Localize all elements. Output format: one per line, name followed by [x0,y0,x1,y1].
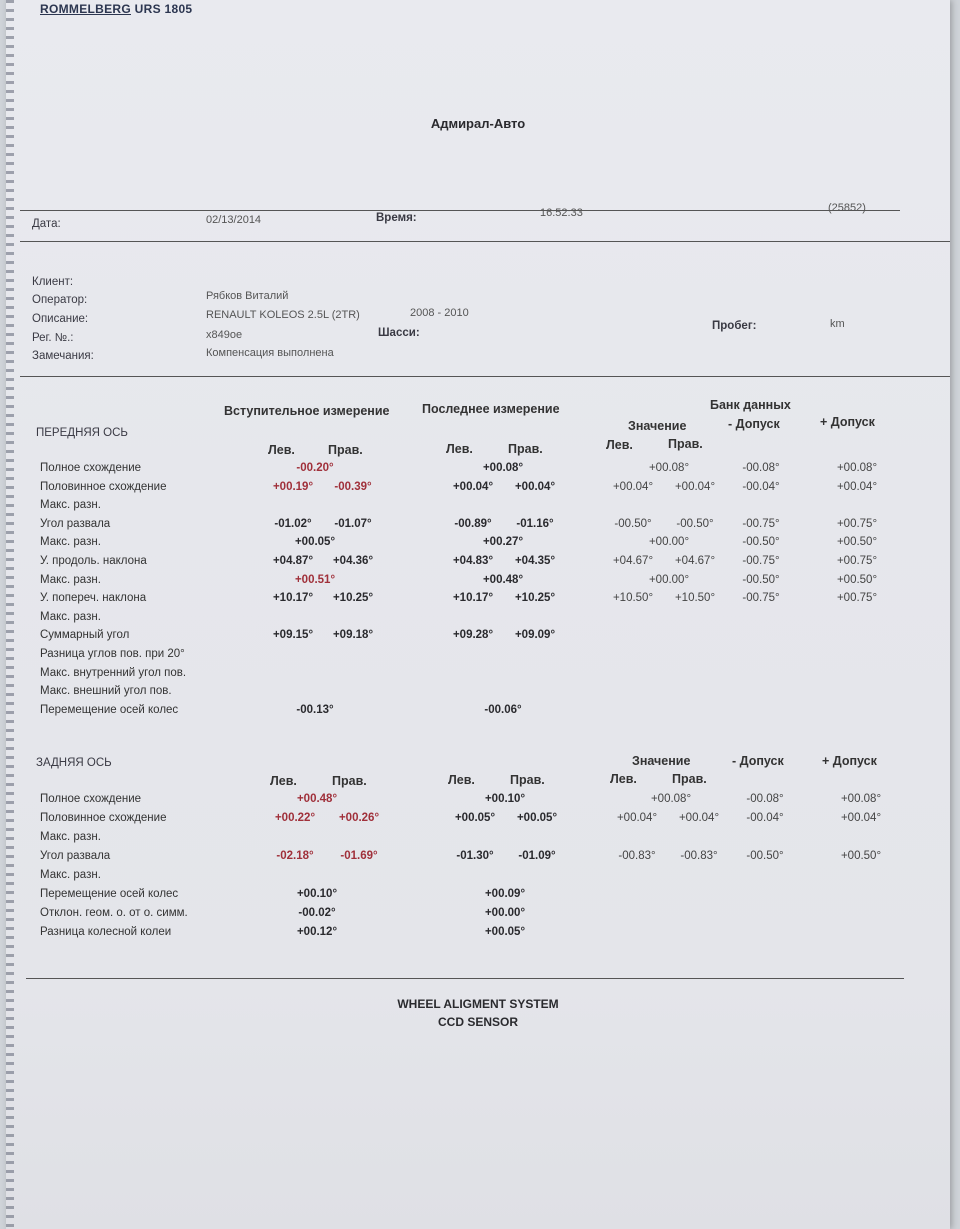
bank-value: +00.00° [648,536,690,549]
bank-value: +00.08° [648,462,690,474]
last-left-value: +04.83° [452,555,494,567]
report-code: (25852) [828,202,866,214]
row-label: У. попереч. наклона [40,592,147,605]
logo [40,2,192,16]
initial-right-value: +09.18° [332,629,374,642]
last-value: +00.08° [482,462,524,474]
printout-page [6,0,950,1229]
last-left-value: -00.89° [454,517,492,530]
divider [26,978,904,979]
minus-tolerance-value: -00.04° [742,480,780,493]
rear-last-right-header: Прав. [510,773,545,787]
bank-right-value: +04.67° [674,555,716,567]
minus-tolerance-value: -00.75° [742,517,780,530]
initial-value: -00.13° [296,703,334,716]
initial-value: -00.20° [296,462,334,474]
bank-value: +00.08° [650,793,692,805]
bank-left-value: +00.04° [612,480,654,493]
bank-right-value: -00.50° [676,517,714,530]
reg-label: Рег. №.: [32,332,74,344]
last-value: -00.06° [484,703,522,716]
mileage-label: Пробег: [712,320,757,332]
bank-right-value: -00.83° [680,850,718,862]
rear-bank-left-header: Лев. [610,772,637,786]
initial-left-value: -02.18° [276,850,314,862]
rear-init-right-header: Прав. [332,774,367,788]
last-left-header: Лев. [446,442,473,456]
last-left-value: +00.05° [454,812,496,824]
company-title: Адмирал-Авто [430,116,526,131]
row-label: Макс. разн. [40,831,101,843]
bank-left-value: +10.50° [612,592,654,605]
rear-bank-right-header: Прав. [672,772,707,786]
init-right-header: Прав. [328,443,363,457]
row-label: Угол развала [40,517,111,530]
plus-tolerance-value: +00.08° [836,462,878,474]
last-right-header: Прав. [508,442,543,456]
row-label: Перемещение осей колес [40,703,179,716]
footer-line-2: CCD SENSOR [437,1015,518,1029]
row-label: Отклон. геом. о. от о. симм. [40,907,188,919]
row-label: У. продоль. наклона [40,555,147,567]
rear-plus-tolerance-header: + Допуск [822,754,877,768]
minus-tolerance-value: -00.50° [746,850,784,862]
plus-tolerance-header: + Допуск [820,415,875,429]
model-years: 2008 - 2010 [410,307,469,319]
minus-tolerance-header: - Допуск [728,417,780,431]
operator-value: Рябков Виталий [206,290,289,302]
initial-left-value: +09.15° [272,629,314,642]
initial-measure-header: Вступительное измерение [224,404,390,418]
rear-minus-tolerance-header: - Допуск [732,754,784,768]
rear-value-header: Значение [632,754,691,768]
plus-tolerance-value: +00.75° [836,592,878,605]
perforation-edge [6,0,14,1229]
minus-tolerance-value: -00.75° [742,555,780,567]
last-right-value: +09.09° [514,629,556,642]
plus-tolerance-value: +00.50° [840,850,882,862]
logo-model: URS 1805 [134,2,193,16]
last-left-value: +10.17° [452,592,494,605]
notes-value: Компенсация выполнена [206,347,334,359]
minus-tolerance-value: -00.50° [742,573,780,586]
initial-value: +00.10° [296,888,338,900]
initial-right-value: -00.39° [334,480,372,493]
bank-right-value: +10.50° [674,592,716,605]
rear-axle-title: ЗАДНЯЯ ОСЬ [36,757,112,769]
logo-brand: ROMMELBERG [40,2,131,16]
bank-left-header: Лев. [606,438,633,452]
row-label: Макс. разн. [40,499,101,512]
description-label: Описание: [32,313,89,325]
chassis-label: Шасси: [378,327,420,339]
time-value: 16:52:33 [540,207,583,219]
bank-left-value: -00.50° [614,517,652,530]
initial-left-value: +00.19° [272,480,314,493]
last-left-value: -01.30° [456,850,494,862]
row-label: Разница колесной колеи [40,926,172,938]
row-label: Макс. внешний угол пов. [40,685,172,698]
row-label: Макс. разн. [40,869,101,881]
plus-tolerance-value: +00.04° [836,480,878,493]
bank-right-header: Прав. [668,437,703,451]
initial-left-value: -01.02° [274,517,312,530]
plus-tolerance-value: +00.50° [836,573,878,586]
minus-tolerance-value: -00.08° [746,793,784,805]
initial-right-value: -01.69° [340,850,378,862]
bank-left-value: +00.04° [616,812,658,824]
initial-value: +00.48° [296,793,338,805]
date-value: 02/13/2014 [206,214,262,226]
plus-tolerance-value: +00.08° [840,793,882,805]
minus-tolerance-value: -00.04° [746,812,784,824]
last-right-value: +10.25° [514,592,556,605]
plus-tolerance-value: +00.75° [836,517,878,530]
row-label: Макс. разн. [40,573,101,586]
row-label: Половинное схождение [40,812,167,824]
initial-right-value: -01.07° [334,517,372,530]
front-axle-title: ПЕРЕДНЯЯ ОСЬ [36,427,128,439]
last-right-value: +04.35° [514,555,556,567]
row-label: Макс. разн. [40,610,101,623]
divider [20,376,950,377]
bank-right-value: +00.04° [678,812,720,824]
plus-tolerance-value: +00.50° [836,536,878,549]
minus-tolerance-value: -00.75° [742,592,780,605]
plus-tolerance-value: +00.04° [840,812,882,824]
time-label: Время: [376,212,417,224]
bank-left-value: +04.67° [612,555,654,567]
last-right-value: -01.16° [516,517,554,530]
row-label: Макс. разн. [40,536,101,549]
last-value: +00.05° [484,926,526,938]
row-label: Полное схождение [40,793,142,805]
last-right-value: +00.04° [514,480,556,493]
last-value: +00.27° [482,536,524,549]
reg-value: x849oe [206,329,243,341]
row-label: Разница углов пов. при 20° [40,648,185,660]
mileage-unit: km [830,318,845,330]
last-value: +00.09° [484,888,526,900]
last-value: +00.48° [482,573,524,586]
notes-label: Замечания: [32,350,94,362]
initial-value: +00.05° [294,536,336,549]
date-label: Дата: [32,218,61,230]
description-value: RENAULT KOLEOS 2.5L (2TR) [206,309,360,321]
databank-header: Банк данных [710,398,791,412]
last-right-value: +00.05° [516,812,558,824]
operator-label: Оператор: [32,294,88,306]
row-label: Полное схождение [40,462,142,474]
row-label: Угол развала [40,850,111,862]
row-label: Суммарный угол [40,629,130,642]
row-label: Перемещение осей колес [40,888,179,900]
footer-line-1: WHEEL ALIGMENT SYSTEM [397,997,559,1011]
last-right-value: -01.09° [518,850,556,862]
divider [20,241,950,242]
last-value: +00.10° [484,793,526,805]
rear-init-left-header: Лев. [270,774,297,788]
minus-tolerance-value: -00.08° [742,462,780,474]
plus-tolerance-value: +00.75° [836,555,878,567]
divider [20,210,900,211]
initial-left-value: +00.22° [274,812,316,824]
initial-value: -00.02° [298,907,336,919]
row-label: Макс. внутренний угол пов. [40,666,187,679]
initial-right-value: +00.26° [338,812,380,824]
last-measure-header: Последнее измерение [422,402,560,416]
client-label: Клиент: [32,276,74,288]
rear-last-left-header: Лев. [448,773,475,787]
row-label: Половинное схождение [40,480,167,493]
last-left-value: +00.04° [452,480,494,493]
initial-right-value: +04.36° [332,555,374,567]
initial-value: +00.51° [294,573,336,586]
minus-tolerance-value: -00.50° [742,536,780,549]
bank-left-value: -00.83° [618,850,656,862]
bank-value: +00.00° [648,573,690,586]
last-value: +00.00° [484,907,526,919]
initial-right-value: +10.25° [332,592,374,605]
init-left-header: Лев. [268,443,295,457]
initial-left-value: +04.87° [272,555,314,567]
initial-left-value: +10.17° [272,592,314,605]
bank-right-value: +00.04° [674,480,716,493]
value-header: Значение [628,419,687,433]
last-left-value: +09.28° [452,629,494,642]
initial-value: +00.12° [296,926,338,938]
